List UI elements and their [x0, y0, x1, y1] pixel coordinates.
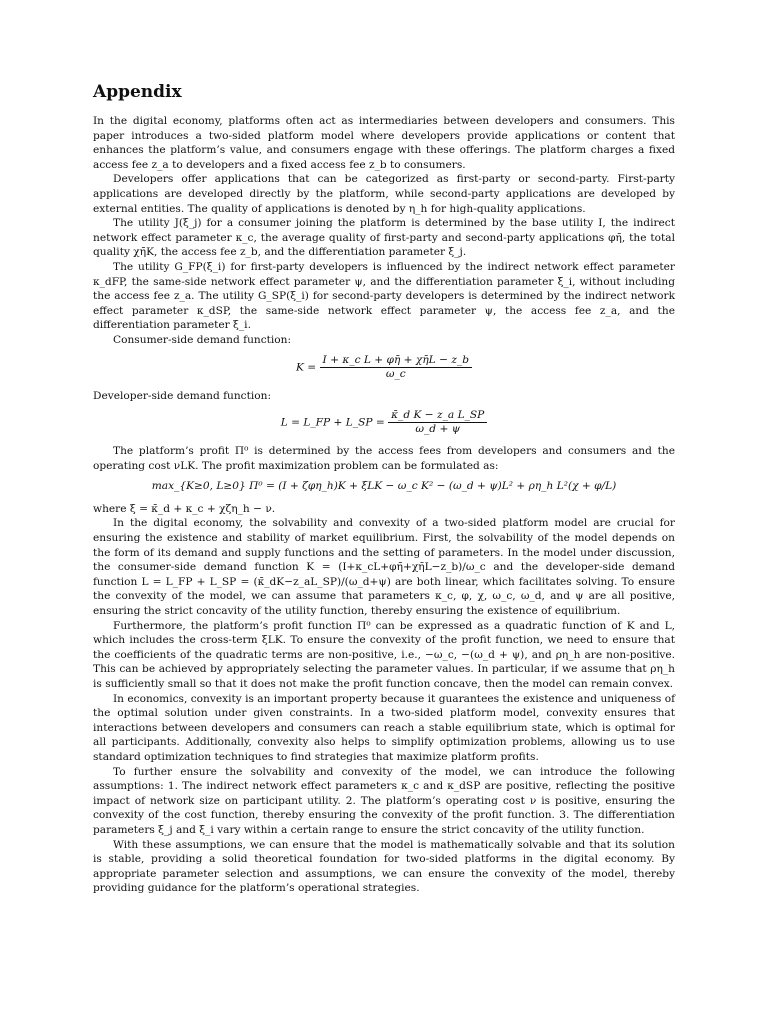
equation-developer-demand: [93, 409, 675, 436]
paragraph-profit-convexity: Furthermore, the platform’s profit function Π⁰ can be expressed as a quadratic function of K and L, which includes the cross-term ξLK. To ensure the convexity of the profit function, we need to ensure that the coefficients of the quadratic terms are non-positive, i.e., −ω_c, −(ω_d + ψ), and ρη_h are non-positive. This can be achieved by appropriately selecting the parameter values. In particular, if we assume that ρη_h is sufficiently small so that it does not make the profit function concave, then the model can remain convex.: [93, 619, 675, 690]
equation-consumer-lhs: K =: [296, 361, 317, 373]
equation-profit-maximization: max_{K≥0, L≥0} Π⁰ = (I + ζφη_h)K + ξLK − ω_c K² − (ω_d + ψ)L² + ρη_h L²(χ + φ/L): [151, 480, 617, 493]
paragraph-applications: Developers offer applications that can be categorized as first-party or second-party. First-party applications are developed directly by the platform, while second-party applications are developed by external entities. The quality of applications is denoted by η_h for high-quality applications.: [93, 173, 675, 215]
paragraph-convexity-economics: In economics, convexity is an important property because it guarantees the existence and uniqueness of the optimal solution under given constraints. In a two-sided platform model, convexity ensures that interactions between developers and consumers can reach a stable equilibrium state, which is optimal for all participants. Additionally, convexity also helps to simplify optimization problems, allowing us to use standard optimization techniques to find strategies that maximize platform profits.: [93, 692, 675, 763]
equation-developer-fraction: [388, 409, 487, 436]
paragraph-developer-utility: The utility G_FP(ξ_i) for first-party developers is influenced by the indirect network effect parameter κ_dFP, the same-side network effect parameter ψ, and the differentiation parameter ξ_i, without including the access fee z_a. The utility G_SP(ξ_i) for second-party developers is determined by the indirect network effect parameter κ_dSP, the same-side network effect parameter ψ, the access fee z_a, and the differentiation parameter ξ_i.: [93, 260, 675, 332]
equation-consumer-fraction: [320, 354, 472, 381]
paragraph-intro: In the digital economy, platforms often act as intermediaries between developers and consumers. This paper introduces a two-sided platform model where developers provide applications or content that enhances the platform’s value, and consumers engage with these offerings. The platform charges a fixed access fee z_a to developers and a fixed access fee z_b to consumers.: [93, 115, 675, 171]
equation-consumer-denominator: ω_c: [385, 367, 406, 380]
equation-consumer-demand: [93, 354, 675, 381]
label-developer-demand: Developer-side demand function:: [93, 389, 272, 402]
equation-consumer-numerator: I + κ_c L + φη̄ + χη̄L − z_b: [320, 354, 472, 368]
label-consumer-demand: Consumer-side demand function:: [113, 333, 292, 346]
paragraph-profit: The platform’s profit Π⁰ is determined by the access fees from developers and consumers and the operating cost νLK. The profit maximization problem can be formulated as:: [93, 445, 675, 472]
equation-developer-lhs: L = L_FP + L_SP =: [280, 416, 385, 429]
paragraph-solvability: In the digital economy, the solvability and convexity of a two-sided platform model are crucial for ensuring the existence and stability of market equilibrium. First, the solvability of the model depends on the form of its demand and supply functions and the setting of parameters. In the model under discussion, the consumer-side demand function K = (I+κ_cL+φη̄+χη̄L−z_b)/ω_c and the developer-side demand function L = L_FP + L_SP = (κ̄_dK−z_aL_SP)/(ω_d+ψ) are both linear, which facilitates solving. To ensure the convexity of the model, we can assume that parameters κ_c, φ, χ, ω_c, ω_d, and ψ are all positive, ensuring the strict concavity of the utility function, thereby ensuring the existence of equilibrium.: [93, 517, 675, 618]
equation-developer-denominator: ω_d + ψ: [415, 423, 461, 436]
equation-developer-numerator: κ̄_d K − z_a L_SP: [388, 409, 487, 423]
section-heading: Appendix: [93, 82, 182, 102]
paragraph-xi-definition: where ξ = κ̄_d + κ_c + χζη_h − ν.: [93, 502, 276, 515]
paragraph-conclusion: With these assumptions, we can ensure that the model is mathematically solvable and that its solution is stable, providing a solid theoretical foundation for two-sided platforms in the digital economy. By appropriate parameter selection and assumptions, we can ensure the convexity of the model, thereby providing guidance for the platform’s operational strategies.: [93, 838, 675, 895]
paragraph-assumptions: To further ensure the solvability and convexity of the model, we can introduce the following assumptions: 1. The indirect network effect parameters κ_c and κ_dSP are positive, reflecting the positive impact of network size on participant utility. 2. The platform’s operating cost ν is positive, ensuring the convexity of the cost function, thereby ensuring the convexity of the profit function. 3. The differentiation parameters ξ_j and ξ_i vary within a certain range to ensure the strict concavity of the utility function.: [93, 765, 675, 836]
paragraph-consumer-utility: The utility J(ξ_j) for a consumer joining the platform is determined by the base utility I, the indirect network effect parameter κ_c, the average quality of first-party and second-party applications φη̄, the total quality χη̄K, the access fee z_b, and the differentiation parameter ξ_j.: [93, 217, 675, 259]
